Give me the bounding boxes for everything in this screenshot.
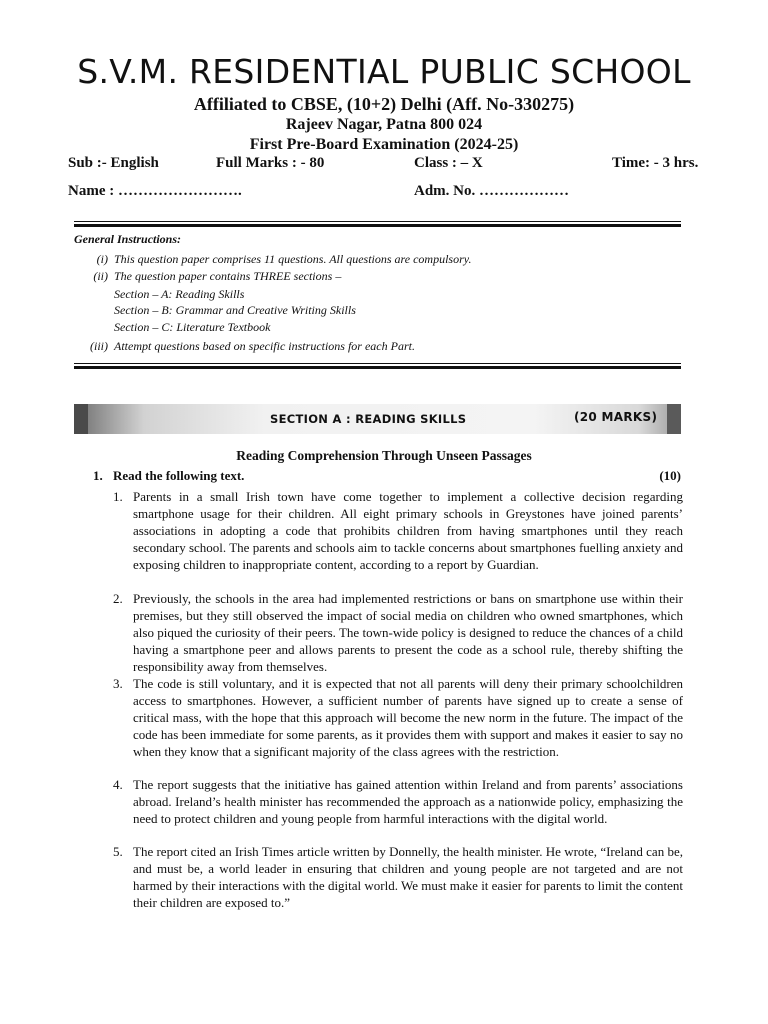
full-marks-label: Full Marks : - 80 [216, 155, 325, 171]
paragraph-number: 3. [113, 676, 123, 691]
instruction-subitem: Section – C: Literature Textbook [114, 320, 271, 334]
time-label: Time: - 3 hrs. [612, 155, 699, 171]
divider-line [74, 366, 681, 369]
school-name: S.V.M. RESIDENTIAL PUBLIC SCHOOL [77, 52, 691, 91]
banner-left-cap [74, 404, 88, 434]
section-title: SECTION A : READING SKILLS [270, 412, 467, 426]
section-marks: (20 MARKS) [574, 410, 658, 424]
instructions-heading: General Instructions: [74, 232, 182, 246]
question-marks: (10) [659, 468, 681, 483]
instruction-item: This question paper comprises 11 questions. All questions are compulsory. [114, 252, 472, 266]
paragraph-number: 4. [113, 777, 123, 792]
paragraph-number: 1. [113, 489, 123, 504]
instruction-subitem: Section – B: Grammar and Creative Writing Skills [114, 303, 356, 317]
divider-line [74, 221, 681, 222]
school-address: Rajeev Nagar, Patna 800 024 [285, 116, 483, 133]
subject-label: Sub :- English [68, 155, 159, 171]
paragraph-number: 5. [113, 844, 123, 859]
divider-line [74, 224, 681, 227]
question-prompt: Read the following text. [113, 468, 245, 483]
divider-line [74, 363, 681, 364]
passage-paragraph: Previously, the schools in the area had implemented restrictions or bans on smartphone use within their premises, but they still observed the impact of social media on children who owned smartphones, which also piqued the curiosity of their peers. The town-wide policy is designed to reduce the chances of a child having a smartphone peer and allows parents to present the code as a school rule, thereby shifting the responsibility away from themselves. [133, 591, 683, 674]
passage-paragraph: The report suggests that the initiative has gained attention within Ireland and from parents’ associations abroad. Ireland’s health minister has recommended the approach as a nationwide policy, emphasizing the need to protect children and young people from harmful interactions with the digital world. [133, 777, 683, 826]
name-field: Name : ……………………. [68, 183, 242, 199]
admission-number-field: Adm. No. ……………… [414, 183, 570, 199]
instruction-number: (ii) [93, 269, 108, 283]
instruction-number: (iii) [90, 339, 108, 353]
exam-title: First Pre-Board Examination (2024-25) [249, 136, 519, 153]
affiliation-line: Affiliated to CBSE, (10+2) Delhi (Aff. No-330275) [193, 94, 575, 114]
passage-paragraph: The report cited an Irish Times article written by Donnelly, the health minister. He wrote, “Ireland can be, and must be, a world leader in ensuring that children and young people are not targeted and are not harmed by their interactions with the digital world. We must make it easier for parents to limit the content their children are exposed to.” [133, 844, 683, 910]
class-label: Class : – X [414, 155, 483, 171]
paragraph-number: 2. [113, 591, 123, 606]
passage-paragraph: The code is still voluntary, and it is expected that not all parents will deny their primary schoolchildren access to smartphones. However, a sufficient number of parents have signed up to create a sense of critical mass, with the hope that this approach will become the new norm in the future. The impact of the code has been immediate for some parents, as it provides them with support and makes it easier to say no when they know that a significant majority of the class agrees with the restriction. [133, 676, 683, 759]
banner-right-cap [667, 404, 681, 434]
passage-paragraph: Parents in a small Irish town have come together to implement a collective decision regarding smartphone usage for their children. All eight primary schools in Greystones have joined parents’ associations in adopting a code that prohibits children from having smartphones until they reach secondary school. The parents and schools aim to tackle concerns about smartphones fuelling anxiety and exposing children to inappropriate content, according to a report by Guardian. [133, 489, 683, 572]
question-number: 1. [93, 468, 103, 483]
instruction-number: (i) [96, 252, 108, 266]
instruction-item: The question paper contains THREE sections – [114, 269, 342, 283]
section-subheading: Reading Comprehension Through Unseen Passages [236, 448, 532, 463]
instruction-subitem: Section – A: Reading Skills [114, 287, 245, 301]
instruction-item: Attempt questions based on specific instructions for each Part. [114, 339, 415, 353]
